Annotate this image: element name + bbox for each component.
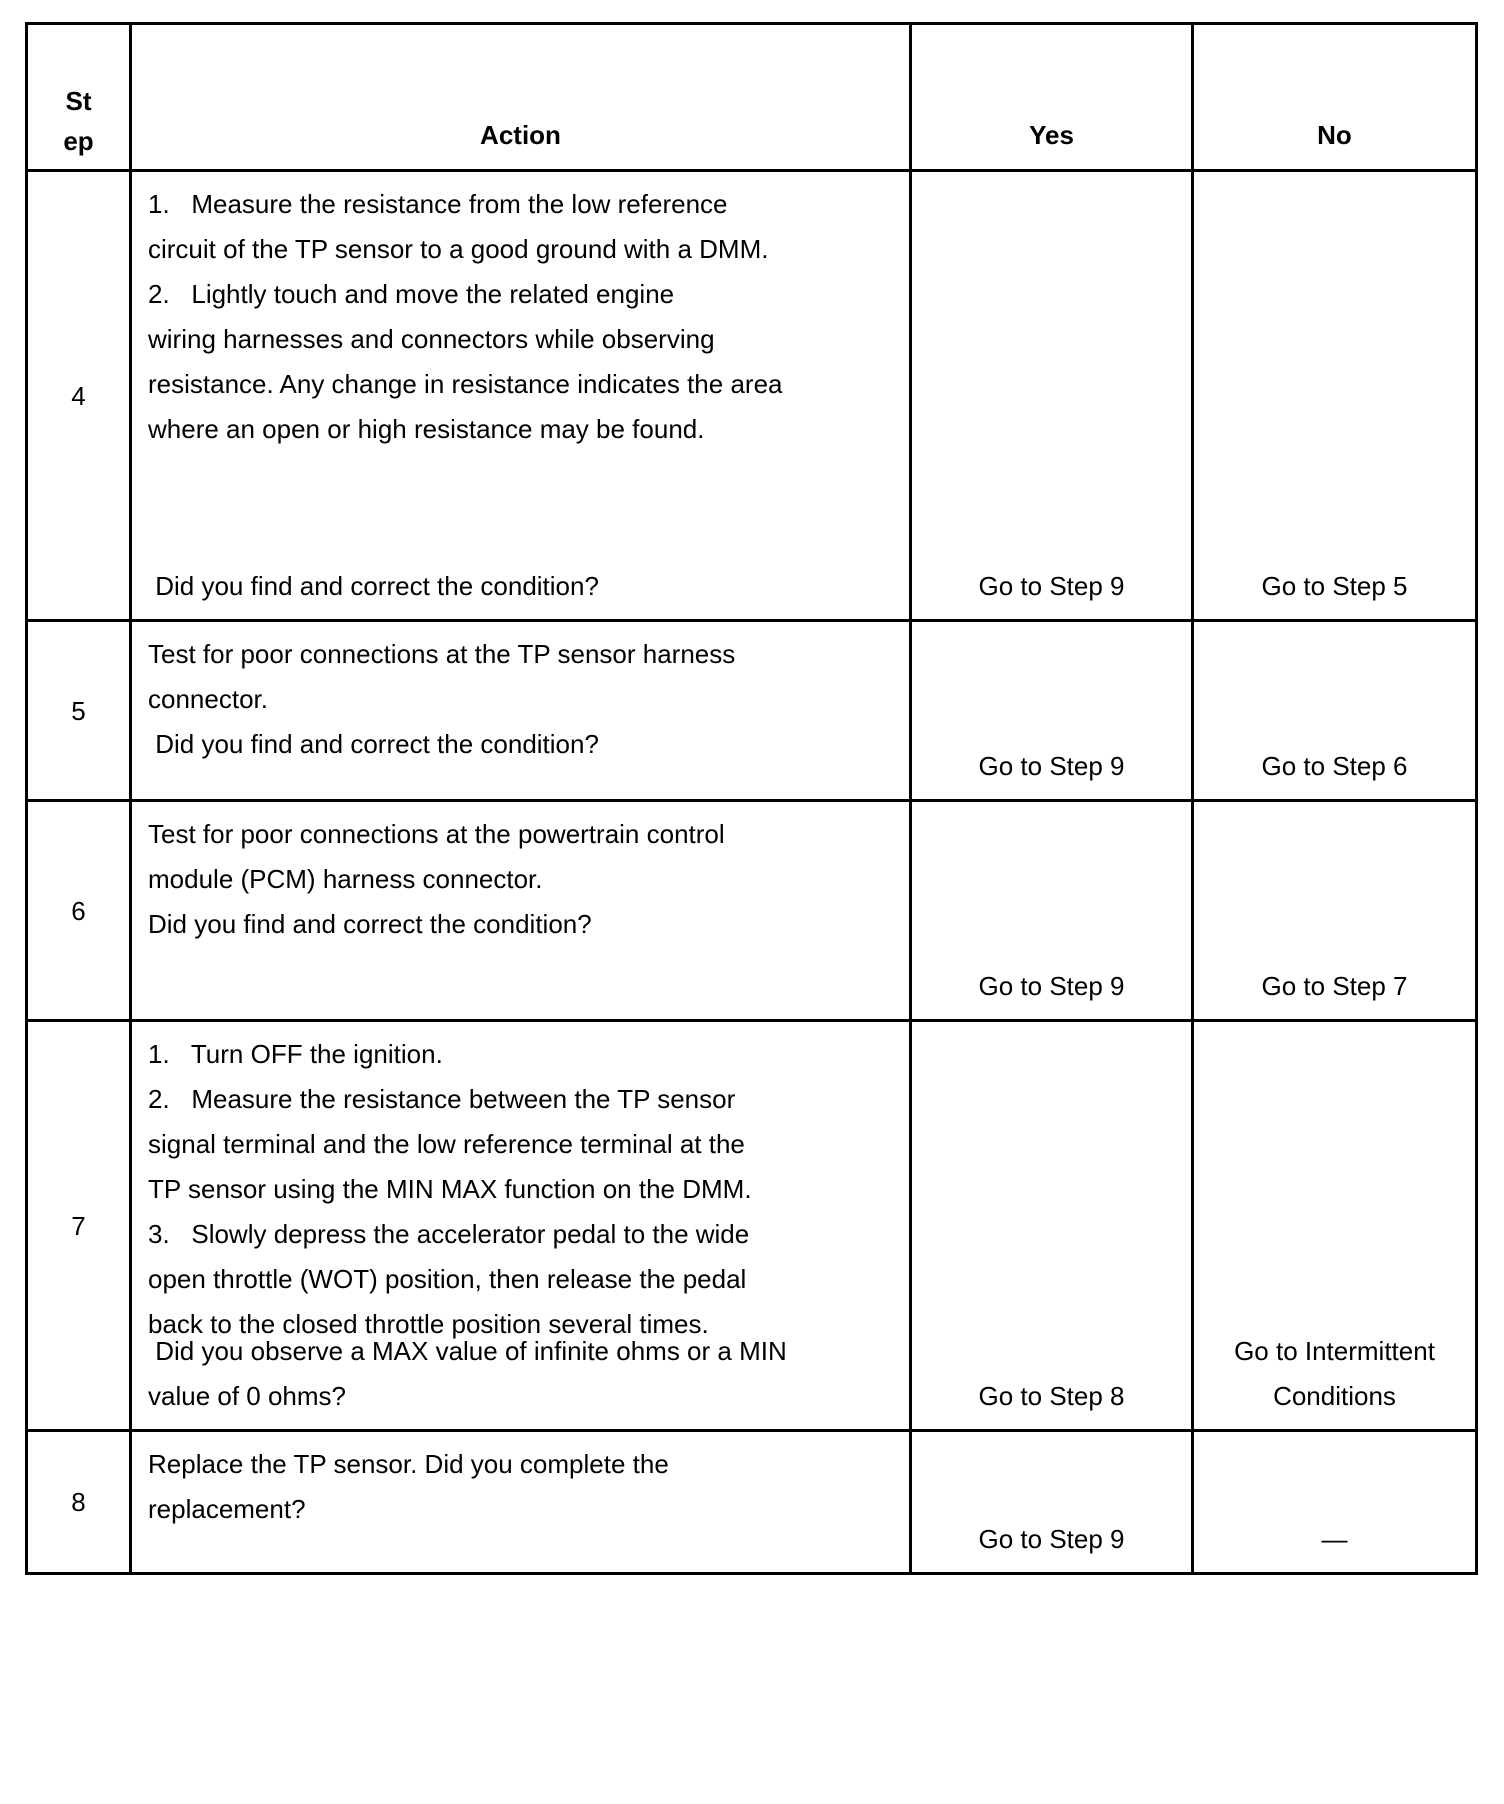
question-line: Did you find and correct the condition?: [148, 909, 592, 939]
step-cell: [27, 171, 131, 621]
step-cell: [27, 1431, 131, 1574]
action-cell: [131, 171, 911, 621]
no-result: Go to Step 7: [1261, 971, 1408, 1001]
action-line: wiring harnesses and connectors while observing: [148, 324, 715, 354]
action-line: 1. Turn OFF the ignition.: [148, 1039, 443, 1069]
step-number: 7: [71, 1210, 86, 1241]
header-yes-label: Yes: [1029, 120, 1074, 150]
table-row: [27, 1021, 1477, 1431]
diagnostic-table: [25, 22, 1478, 1575]
action-line: 3. Slowly depress the accelerator pedal to the wide: [148, 1219, 750, 1249]
action-line: where an open or high resistance may be found.: [148, 414, 705, 444]
action-line: open throttle (WOT) position, then release the pedal: [148, 1264, 747, 1294]
no-result: —: [1321, 1524, 1348, 1554]
table-row: [27, 171, 1477, 621]
no-cell: [1193, 621, 1477, 801]
action-line: TP sensor using the MIN MAX function on the DMM.: [148, 1174, 752, 1204]
table-header-row: [27, 24, 1477, 171]
step-number: 4: [71, 380, 86, 411]
action-line: Replace the TP sensor. Did you complete the: [148, 1449, 669, 1479]
action-line: 2. Measure the resistance between the TP sensor: [148, 1084, 736, 1114]
action-line: connector.: [148, 684, 268, 714]
yes-result: Go to Step 9: [978, 571, 1125, 601]
header-yes: [911, 24, 1193, 171]
table-row: [27, 801, 1477, 1021]
action-cell: [131, 1021, 911, 1431]
action-cell: [131, 1431, 911, 1574]
yes-result: Go to Step 9: [978, 1524, 1125, 1554]
no-result: Go to Intermittent: [1234, 1336, 1435, 1366]
step-number: 8: [71, 1487, 86, 1517]
header-action: [131, 24, 911, 171]
no-cell: [1193, 1021, 1477, 1431]
step-cell: [27, 621, 131, 801]
header-no: [1193, 24, 1477, 171]
no-cell: [1193, 171, 1477, 621]
yes-cell: [911, 1021, 1193, 1431]
table-row: [27, 621, 1477, 801]
question-line: value of 0 ohms?: [148, 1381, 347, 1411]
yes-result: Go to Step 9: [978, 971, 1125, 1001]
table-row: [27, 1431, 1477, 1574]
question-line: Did you observe a MAX value of infinite ohms or a MIN: [148, 1336, 787, 1366]
question-line: replacement?: [148, 1494, 306, 1524]
action-line: circuit of the TP sensor to a good ground with a DMM.: [148, 234, 769, 264]
action-line: 1. Measure the resistance from the low reference: [148, 189, 728, 219]
action-line: back to the closed throttle position several times.: [148, 1309, 709, 1339]
yes-cell: [911, 1431, 1193, 1574]
header-step: [27, 24, 131, 171]
action-cell: [131, 621, 911, 801]
no-cell: [1193, 801, 1477, 1021]
no-result: Conditions: [1273, 1381, 1396, 1411]
step-cell: [27, 1021, 131, 1431]
step-number: 6: [71, 895, 86, 926]
step-cell: [27, 801, 131, 1021]
header-no-label: No: [1317, 120, 1352, 150]
question-line: Did you find and correct the condition?: [148, 571, 599, 601]
action-cell: [131, 801, 911, 1021]
yes-cell: [911, 621, 1193, 801]
question-line: Did you find and correct the condition?: [148, 729, 599, 759]
yes-cell: [911, 801, 1193, 1021]
action-line: signal terminal and the low reference terminal at the: [148, 1129, 745, 1159]
header-step-label: St ep: [63, 86, 94, 156]
action-line: Test for poor connections at the powertrain control: [148, 819, 725, 849]
action-line: 2. Lightly touch and move the related engine: [148, 279, 675, 309]
action-line: module (PCM) harness connector.: [148, 864, 543, 894]
action-line: resistance. Any change in resistance indicates the area: [148, 369, 783, 399]
action-line: Test for poor connections at the TP sensor harness: [148, 639, 736, 669]
yes-cell: [911, 171, 1193, 621]
yes-result: Go to Step 9: [978, 751, 1125, 781]
no-result: Go to Step 6: [1261, 751, 1408, 781]
step-number: 5: [71, 695, 86, 726]
no-result: Go to Step 5: [1261, 571, 1408, 601]
no-cell: [1193, 1431, 1477, 1574]
header-action-label: Action: [480, 120, 561, 150]
yes-result: Go to Step 8: [978, 1381, 1125, 1411]
